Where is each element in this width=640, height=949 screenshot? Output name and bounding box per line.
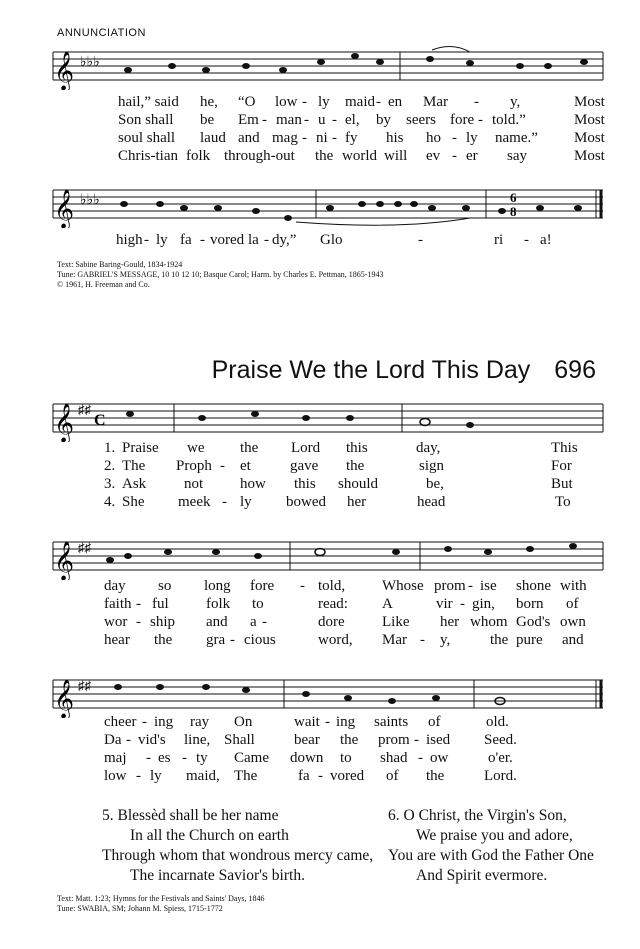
svg-text:♯♯: ♯♯ xyxy=(78,678,91,693)
svg-text:𝄞: 𝄞 xyxy=(54,51,75,90)
stanza-5: 5. Blessèd shall be her name In all the Church on earth Through whom that wondrous mercy came, The incarnate Savior's birth. xyxy=(102,807,374,884)
svg-text:6: 6 xyxy=(510,190,517,205)
svg-text:𝄞: 𝄞 xyxy=(54,541,75,580)
lyric-line-3-4: 4. She meek - ly bowed her head To xyxy=(104,494,571,510)
hymn-title-text: Praise We the Lord This Day xyxy=(211,356,531,384)
svg-text:𝄞: 𝄞 xyxy=(54,403,75,442)
stanza-6: 6. O Christ, the Virgin's Son, We praise you and adore, You are with God the Father One And Spirit evermore. xyxy=(388,807,594,884)
lyric-line-5-1: cheer - ing ray On wait - ing saints of old. xyxy=(104,714,509,730)
music-staff-2 xyxy=(0,178,640,228)
lyric-line-1-2: Son shall be Em - man - u - el, by seers fore - told.” Most xyxy=(118,112,605,128)
svg-text:♭♭♭: ♭♭♭ xyxy=(80,193,100,208)
staff-system-5 xyxy=(0,668,640,718)
music-staff-1 xyxy=(0,40,640,90)
lyric-line-1-3: soul shall laud and mag - ni - fy his ho - ly name.” Most xyxy=(118,130,605,146)
music-staff-3 xyxy=(0,392,640,442)
hymn-number: 696 xyxy=(554,356,596,384)
staff-system-3 xyxy=(0,392,640,442)
music-staff-4 xyxy=(0,530,640,580)
lyric-line-1-1: hail,” said he, “O low - ly maid - en Mar - y, Most xyxy=(118,94,605,110)
staff-system-4 xyxy=(0,530,640,580)
lyric-line-4-4: hear the gra - cious word, Mar - y, the pure and xyxy=(104,632,584,648)
lyric-line-5-3: maj - es - ty Came down to shad - ow o'er. xyxy=(104,750,513,766)
staff-system-1 xyxy=(0,40,640,90)
page-header: ANNUNCIATION xyxy=(57,27,146,39)
svg-text:𝄞: 𝄞 xyxy=(54,189,75,228)
svg-text:♯♯: ♯♯ xyxy=(78,402,91,417)
lyric-line-3-1: 1. Praise we the Lord this day, This xyxy=(104,440,578,456)
lyric-line-4-1: day so long fore - told, Whose prom - ise shone with xyxy=(104,578,587,594)
hymn-title xyxy=(212,356,596,385)
music-staff-5 xyxy=(0,668,640,718)
lyric-line-2: high - ly fa - vored la - dy,” Glo - ri - a! xyxy=(116,232,552,248)
svg-text:♯♯: ♯♯ xyxy=(78,540,91,555)
svg-text:8: 8 xyxy=(510,204,517,219)
svg-text:𝄞: 𝄞 xyxy=(54,679,75,718)
lyric-line-3-3: 3. Ask not how this should be, But xyxy=(104,476,573,492)
lyric-line-5-2: Da - vid's line, Shall bear the prom - ised Seed. xyxy=(104,732,517,748)
lyric-line-3-2: 2. The Proph - et gave the sign For xyxy=(104,458,572,474)
svg-text:♭♭♭: ♭♭♭ xyxy=(80,55,100,70)
lyric-line-4-2: faith - ful folk to read: A vir - gin, born of xyxy=(104,596,579,612)
hymn1-credits: Text: Sabine Baring-Gould, 1834-1924 Tune: GABRIEL'S MESSAGE, 10 10 12 10; Basque Carol; Harm. by Charles E. Pettman, 1865-1943 © 1961, H. Freeman and Co. xyxy=(57,260,384,289)
lyric-line-4-3: wor - ship and a - dore Like her whom God's own xyxy=(104,614,586,630)
lyric-line-5-4: low - ly maid, The fa - vored of the Lord. xyxy=(104,768,517,784)
staff-system-2 xyxy=(0,178,640,228)
svg-text:C: C xyxy=(94,412,106,429)
lyric-line-1-4: Chris-tian folk through-out the world will ev - er say Most xyxy=(118,148,605,164)
hymn2-credits: Text: Matt. 1:23; Hymns for the Festivals and Saints' Days, 1846 Tune: SWABIA, SM; Johann M. Spiess, 1715-1772 xyxy=(57,894,265,913)
